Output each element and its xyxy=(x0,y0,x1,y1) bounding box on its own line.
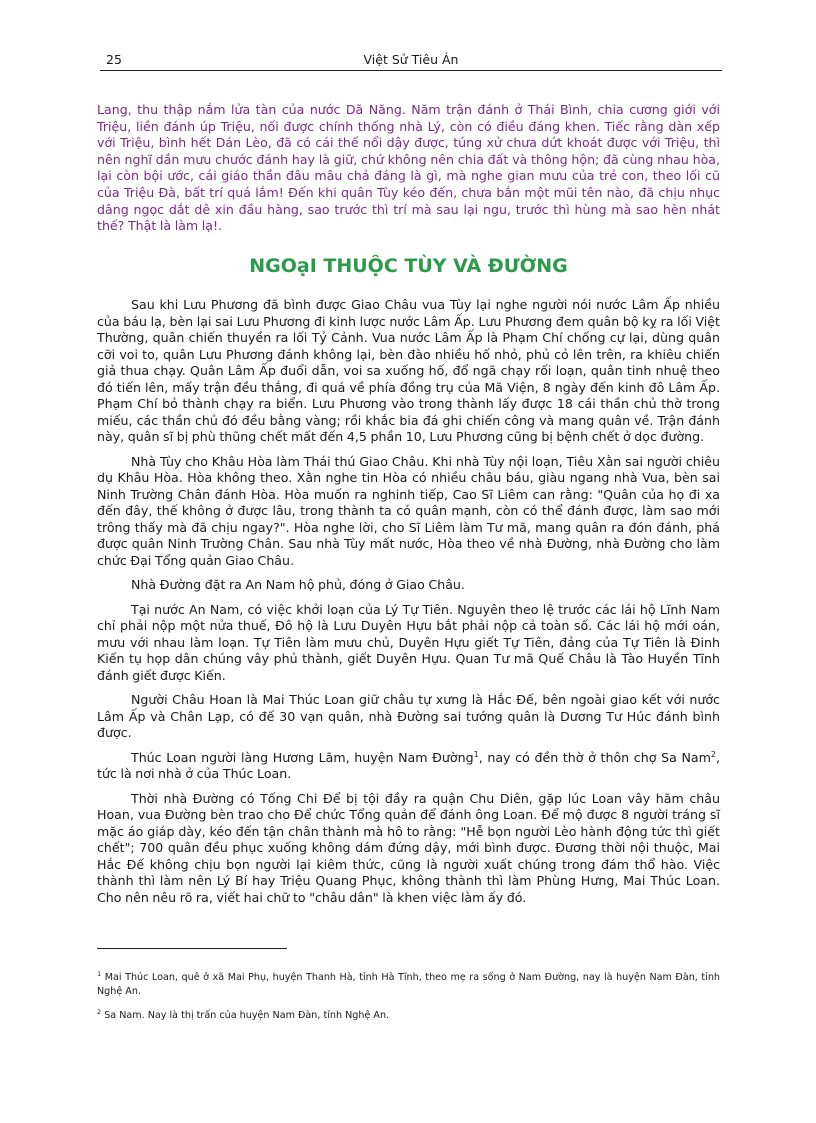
body-text xyxy=(97,297,720,914)
paragraph-7: Thời nhà Đường có Tống Chi Để bị tội đầy ra quận Chu Diên, gặp lúc Loan vây hãm châu Hoan, vua Đường bèn trao cho Để chức Tổng quản để đánh ông Loan. Để mộ được 8 người tráng sĩ mặc áo giáp dày, kéo đến tận chân thành mà hô to rằng: "Hễ bọn người Lèo hành động tức thì giết chết"; 700 quân đều phục xuống không dám đứng dậy, mới bình được. Đương thời nội thuộc, Mai Hắc Đế không chịu bọn người lại kiêm thức, cũng là người xuất chúng trong đám thổ hào. Việc thành thì làm nên Lý Bí hay Triệu Quang Phục, không thành thì làm Phùng Hưng, Mai Thúc Loan. Cho nên nêu rõ ra, viết hai chữ to "châu dân" là khen việc làm ấy đó. xyxy=(97,790,720,905)
page-header xyxy=(100,50,722,71)
paragraph-5: Người Châu Hoan là Mai Thúc Loan giữ châu tự xưng là Hắc Đế, bên ngoài giao kết với nước Lâm Ấp và Chân Lạp, có đế 30 vạn quân, nhà Đường sai tướng quân là Dương Tư Húc đánh bình được. xyxy=(97,692,720,740)
paragraph-2: Nhà Tùy cho Khâu Hòa làm Thái thú Giao Châu. Khi nhà Tùy nội loạn, Tiêu Xằn sai người chiêu dụ Khâu Hòa. Hòa không theo. Xằn nghe tin Hòa có nhiều châu báu, giàu ngang nhà Vua, bèn sai Ninh Trường Chân đánh Hòa. Hòa muốn ra nghinh tiếp, Cao Sĩ Liêm can rằng: "Quân của họ đi xa đến đây, thế không ở được lâu, trong thành ta có quân mạnh, còn có thể đánh được, làm sao mới trông thấy mà đã chịu ngay?". Hòa nghe lời, cho Sĩ Liêm làm Tư mã, mang quân ra đón đánh, phá được quân Ninh Trường Chân. Sau nhà Tùy mất nước, Hòa theo về nhà Đường, nhà Đường cho làm chức Đại Tổng quản Giao Châu. xyxy=(97,453,720,568)
book-title: Việt Sử Tiêu Án xyxy=(363,52,459,67)
page-number: 25 xyxy=(106,52,122,67)
paragraph-6-text-c: , tức là nơi nhà ở của Thúc Loan. xyxy=(97,749,720,781)
footnote-divider xyxy=(97,948,287,949)
footnotes xyxy=(97,968,720,1031)
paragraph-3: Nhà Đường đặt ra An Nam hộ phủ, đóng ở Giao Châu. xyxy=(131,577,465,592)
section-heading: NGOạI THUỘC TÙY VÀ ĐƯỜNG xyxy=(249,255,568,277)
footnote-2-mark: 2 xyxy=(97,1008,102,1017)
paragraph-6-text-b: , nay có đền thờ ở thôn chợ Sa Nam xyxy=(478,749,711,765)
footnote-ref-2[interactable]: 2 xyxy=(710,749,716,759)
paragraph-4: Tại nước An Nam, có việc khởi loạn của Lý Tự Tiên. Nguyên theo lệ trước các lái hộ Lĩnh Nam chỉ phải nộp một nửa thuế, Đô hộ là Lưu Duyên Hựu bắt phải nộp cả toàn số. Các lái hộ mới oán, mưu với nhau làm loạn. Tự Tiên làm mưu chủ, Duyên Hựu giết Tự Tiên, đảng của Tự Tiên là Đinh Kiến tụ họp dân chúng vây phủ thành, giết Duyên Hựu. Quan Tư mã Quế Châu là Tào Huyền Tĩnh đánh giết được Kiến. xyxy=(97,601,720,683)
intro-paragraph: Lang, thu thập nắm lửa tàn của nước Dã Năng. Năm trận đánh ở Thái Bình, chia cương giới với Triệu, liền đánh úp Triệu, nối được chính thống nhà Lý, còn có điều đáng khen. Tiếc rằng dàn xếp với Triệu, bình hết Dán Lèo, đã có cái thế nổi dậy được, túng xử chưa dứt khoát được với Triệu, thì nên nghĩ dần mưu chước đánh hay là giữ, chứ không nên chia đất và thông hộn; đã cùng nhau hòa, lại còn bội ước, cái giáo thần đâu mâu chả đáng là gì, mà nghe gian mưu của trẻ con, theo lối cũ của Triệu Đà, bất trí quá lắm! Đến khi quân Tùy kéo đến, chưa bắn một mũi tên nào, đã chịu nhục dâng ngọc dắt dê xin đầu hàng, sao trước thì trí mà sau lại ngu, trước thì hùng mà sao hèn nhát thế? Thật là làm lạ!. xyxy=(97,102,720,234)
paragraph-6-text-a: Thúc Loan người làng Hương Lãm, huyện Nam Đường xyxy=(131,749,474,765)
footnote-1 xyxy=(97,968,720,998)
paragraph-6 xyxy=(97,750,720,783)
footnote-2 xyxy=(97,1006,720,1023)
footnote-2-text: Sa Nam. Nay là thị trấn của huyện Nam Đàn, tỉnh Nghệ An. xyxy=(104,1010,390,1022)
footnote-1-text: Mai Thúc Loan, quê ở xã Mai Phụ, huyện Thanh Hà, tỉnh Hà Tĩnh, theo mẹ ra sống ở Nam Đường, nay là huyện Nam Đàn, tỉnh Nghệ An. xyxy=(97,972,720,997)
paragraph-1: Sau khi Lưu Phương đã bình được Giao Châu vua Tùy lại nghe người nói nước Lâm Ấp nhiều của báu lạ, bèn lại sai Lưu Phương đi kinh lược nước Lâm Ấp. Lưu Phương đem quân bộ kỵ ra lối Việt Thường, quân chiến thuyền ra lối Tỷ Cảnh. Vua nước Lâm Ấp là Phạm Chí chống cự lại, dùng quân cỡi voi to, quân Lưu Phương đánh không lại, bèn đào nhiều hố nhỏ, phủ cỏ lên trên, ra khiêu chiến giả thua chạy. Quân Lâm Ấp đuổi dẫn, voi sa xuống hố, đổ ngã chạy rối loạn, quân tinh nhuệ theo đó tiến lên, mấy trận đều thắng, đi quá về phía đồng trụ của Mã Viện, 8 ngày đến kinh đô Lâm Ấp. Phạm Chí bỏ thành chạy ra biển. Lưu Phương vào trong thành lấy được 18 cái thần chủ thờ trong miếu, các thần chủ đó đều bằng vàng; rồi khắc bia đá ghi chiến công và mang quân về. Trận đánh này, quân sĩ bị phù thũng chết mất đến 4,5 phần 10, Lưu Phương cũng bị bệnh chết ở dọc đường. xyxy=(97,297,720,444)
footnote-1-mark: 1 xyxy=(97,970,102,978)
footnote-ref-1[interactable]: 1 xyxy=(473,749,479,759)
